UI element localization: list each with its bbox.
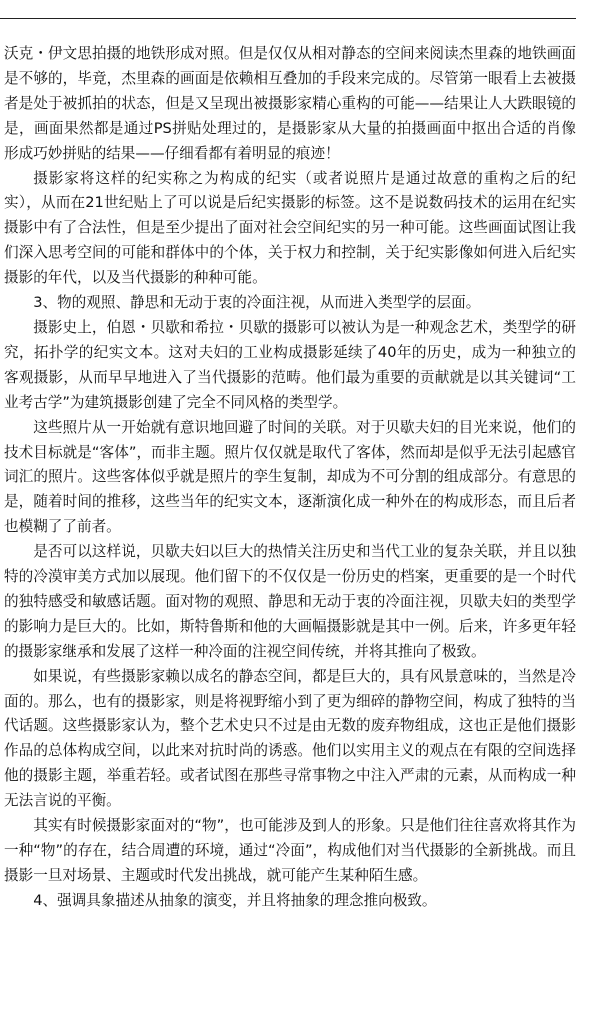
paragraph: 如果说，有些摄影家赖以成名的静态空间，都是巨大的，具有风景意味的，当然是冷面的。那么，也有的摄影家，则是将视野缩小到了更为细碎的静物空间，构成了独特的当代话题。这些摄影家认为，整个艺术史只不过是由无数的废弃物组成，这也正是他们摄影作品的总体构成空间，以此来对抗时尚的诱惑。他们以实用主义的观点在有限的空间选择他的摄影主题，举重若轻。或者试图在那些寻常事物之中注入严肃的元素，从而构成一种无法言说的平衡。: [4, 667, 576, 810]
paragraph: 其实有时候摄影家面对的“物”，也可能涉及到人的形象。只是他们往往喜欢将其作为一种“物”的存在，结合周遭的环境，通过“冷面”，构成他们对当代摄影的全新挑战。而且摄影一旦对场景、主题或时代发出挑战，就可能产生某种陌生感。: [4, 817, 576, 884]
header-rule: [0, 18, 576, 19]
section-heading-3: 3、物的观照、静思和无动于衷的冷面注视，从而进入类型学的层面。: [33, 294, 481, 312]
paragraph-continued: 沃克・伊文思拍摄的地铁形成对照。但是仅仅从相对静态的空间来阅读杰里森的地铁画面是不够的，毕竟，杰里森的画面是依赖相互叠加的手段来完成的。尽管第一眼看上去被摄者是处于被抓拍的状态，但是又呈现出被摄影家精心重构的可能——结果让人大跌眼镜的是，画面果然都是通过PS拼贴处理过的，是摄影家从大量的拍摄画面中抠出合适的肖像形成巧妙拼贴的结果——仔细看都有着明显的痕迹！: [4, 45, 576, 162]
paragraph: 是否可以这样说，贝歇夫妇以巨大的热情关注历史和当代工业的复杂关联，并且以独特的冷漠审美方式加以展现。他们留下的不仅仅是一份历史的档案，更重要的是一个时代的独特感受和敏感话题。面对物的观照、静思和无动于衷的冷面注视，贝歇夫妇的类型学的影响力是巨大的。比如，斯特鲁斯和他的大画幅摄影就是其中一例。后来，许多更年轻的摄影家继承和发展了这样一种冷面的注视空间传统，并将其推向了极致。: [4, 543, 576, 660]
section-heading-4: 4、强调具象描述从抽象的演变，并且将抽象的理念推向极致。: [33, 891, 437, 909]
paragraph: 摄影家将这样的纪实称之为构成的纪实（或者说照片是通过故意的重构之后的纪实），从而在21世纪贴上了可以说是后纪实摄影的标签。这不是说数码技术的运用在纪实摄影中有了合法性，但是至少提出了面对社会空间纪实的另一种可能。这些画面试图让我们深入思考空间的可能和群体中的个体，关于权力和控制，关于纪实影像如何进入后纪实摄影的年代，以及当代摄影的种种可能。: [4, 169, 576, 287]
paragraph: 摄影史上，伯恩・贝歇和希拉・贝歇的摄影可以被认为是一种观念艺术，类型学的研究，拓扑学的纪实文本。这对夫妇的工业构成摄影延续了40年的历史，成为一种独立的客观摄影，从而早早地进入了当代摄影的范畴。他们最为重要的贡献就是以其关键词“工业考古学”为建筑摄影创建了完全不同风格的类型学。: [4, 318, 576, 411]
article-body: [4, 42, 576, 914]
paragraph: 这些照片从一开始就有意识地回避了时间的关联。对于贝歇夫妇的目光来说，他们的技术目标就是“客体”，而非主题。照片仅仅就是取代了客体，然而却是似乎无法引起感官词汇的照片。这些客体似乎就是照片的孪生复制，却成为不可分割的组成部分。有意思的是，随着时间的推移，这些当年的纪实文本，逐渐演化成一种外在的构成形态，而且后者也模糊了了前者。: [4, 418, 576, 536]
